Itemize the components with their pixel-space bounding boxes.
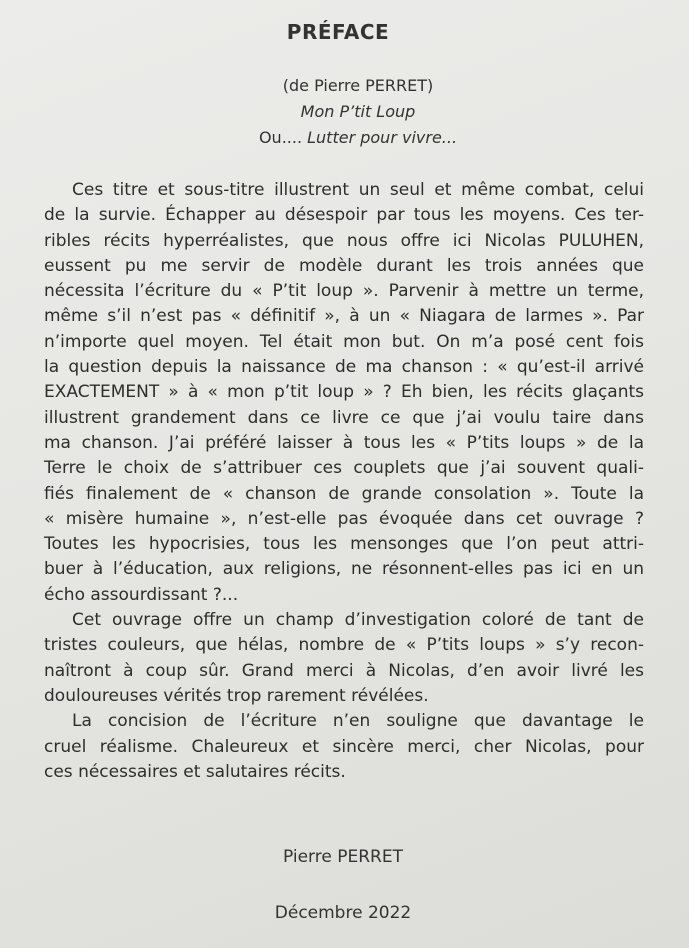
tagline-prefix: Ou.... [258, 128, 308, 147]
text-line: de la survie. Échapper au désespoir par tous les moyens. Ces ter- [44, 205, 644, 226]
text-line: Ces titre et sous-titre illustrent un seul et même combat, celui [72, 180, 644, 200]
signature-date: Décembre 2022 [274, 903, 412, 923]
text-line: ma chanson. J’ai préféré laisser à tous les « P’tits loups » de la [44, 432, 644, 453]
text-line: buer à l’éducation, aux religions, ne résonnent-elles pas ici en un [44, 559, 644, 580]
text-line: Cet ouvrage offre un champ d’investigation coloré de tant de [72, 610, 644, 631]
text-line: illustrent grandement dans ce livre ce que j’ai voulu taire dans [44, 407, 644, 428]
text-line: La concision de l’écriture n’en souligne que davantage le [72, 711, 644, 732]
subtitle-author: (de Pierre PERRET) [282, 76, 434, 95]
text-line: naîtront à coup sûr. Grand merci à Nicolas, d’en avoir livré les [44, 660, 644, 681]
subtitle-tagline [0, 128, 689, 147]
text-line: Terre le choix de s’attribuer ces couplets que j’ai souvent quali- [44, 458, 644, 479]
text-line: fiés finalement de « chanson de grande consolation ». Toute la [44, 483, 644, 504]
text-line: la question depuis la naissance de ma chanson : « qu’est-il arrivé [44, 357, 644, 378]
text-line: ces nécessaires et salutaires récits. [44, 761, 346, 782]
text-line: « misère humaine », n’est-elle pas évoquée dans cet ouvrage ? [44, 508, 644, 529]
text-line: Toutes les hypocrisies, tous les mensonges que l’on peut attri- [44, 534, 644, 555]
text-line: nécessita l’écriture du « P’tit loup ». Parvenir à mettre un terme, [44, 281, 644, 302]
text-line: douloureuses vérités trop rarement révélées. [44, 685, 429, 706]
signature-name: Pierre PERRET [283, 847, 403, 867]
text-line: EXACTEMENT » à « mon p’tit loup » ? Eh bien, les récits glaçants [44, 382, 644, 403]
text-line: cruel réalisme. Chaleureux et sincère merci, cher Nicolas, pour [44, 736, 644, 757]
preface-body [44, 178, 644, 785]
text-line: écho assourdissant ?... [44, 584, 239, 605]
text-line: n’importe quel moyen. Tel était mon but. On m’a posé cent fois [44, 331, 644, 352]
text-line: même s’il n’est pas « définitif », à un « Niagara de larmes ». Par [44, 306, 644, 327]
tagline-italic: Lutter pour vivre... [307, 128, 458, 147]
text-line: tristes couleurs, que hélas, nombre de « P’tits loups » s’y recon- [44, 635, 644, 656]
subtitle-work: Mon P’tit Loup [300, 102, 416, 121]
page-title: PRÉFACE [286, 20, 390, 44]
text-line: eussent pu me servir de modèle durant les trois années que [44, 255, 644, 276]
text-line: ribles récits hyperréalistes, que nous offre ici Nicolas PULUHEN, [44, 230, 644, 251]
